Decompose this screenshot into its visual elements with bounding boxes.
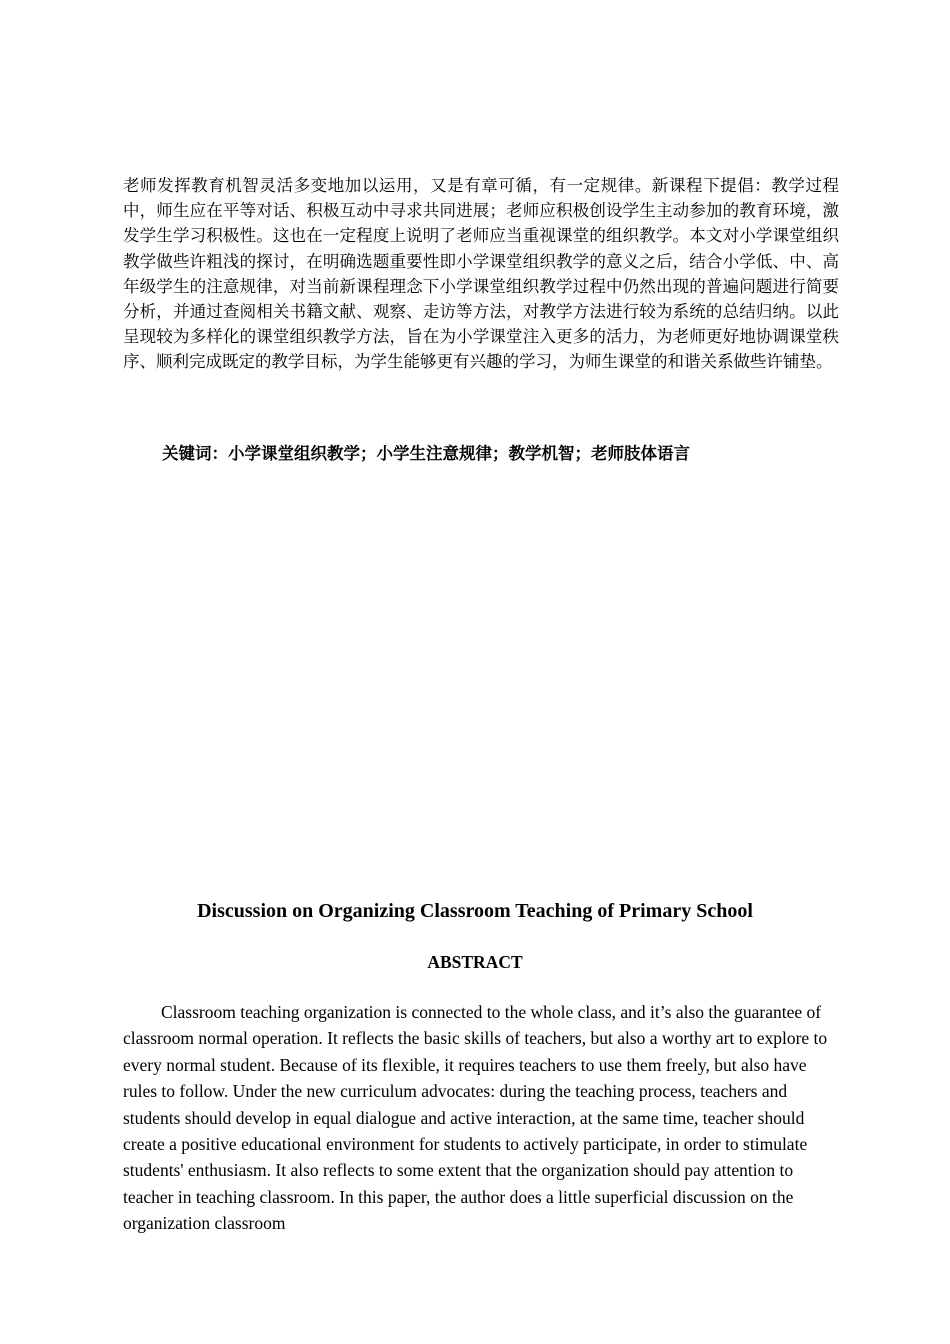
- english-title: Discussion on Organizing Classroom Teaching of Primary School: [197, 900, 753, 922]
- chinese-abstract-paragraph: 老师发挥教育机智灵活多变地加以运用，又是有章可循，有一定规律。新课程下提倡：教学过程中，师生应在平等对话、积极互动中寻求共同进展；老师应积极创设学生主动参加的教育环境，激发学生学习积极性。这也在一定程度上说明了老师应当重视课堂的组织教学。本文对小学课堂组织教学做些许粗浅的探讨，在明确选题重要性即小学课堂组织教学的意义之后，结合小学低、中、高年级学生的注意规律，对当前新课程理念下小学课堂组织教学过程中仍然出现的普遍问题进行简要分析，并通过查阅相关书籍文献、观察、走访等方法，对教学方法进行较为系统的总结归纳。以此呈现较为多样化的课堂组织教学方法，旨在为小学课堂注入更多的活力，为老师更好地协调课堂秩序、顺利完成既定的教学目标，为学生能够更有兴趣的学习，为师生课堂的和谐关系做些许铺垫。: [123, 176, 839, 372]
- english-abstract-paragraph: Classroom teaching organization is connected to the whole class, and it’s also the guarantee of classroom normal operation. It reflects the basic skills of teachers, but also a worthy art to explore to every normal student. Because of its flexible, it requires teachers to use them freely, but also have rules to follow. Under the new curriculum advocates: during the teaching process, teachers and students should develop in equal dialogue and active interaction, at the same time, teacher should create a positive educational environment for students to actively participate, in order to stimulate students' enthusiasm. It also reflects to some extent that the organization should pay attention to teacher in teaching classroom. In this paper, the author does a little superficial discussion on the organization classroom: [123, 1002, 828, 1234]
- abstract-heading: ABSTRACT: [427, 952, 523, 972]
- chinese-keywords: 关键词：小学课堂组织教学；小学生注意规律；教学机智；老师肢体语言: [162, 444, 690, 463]
